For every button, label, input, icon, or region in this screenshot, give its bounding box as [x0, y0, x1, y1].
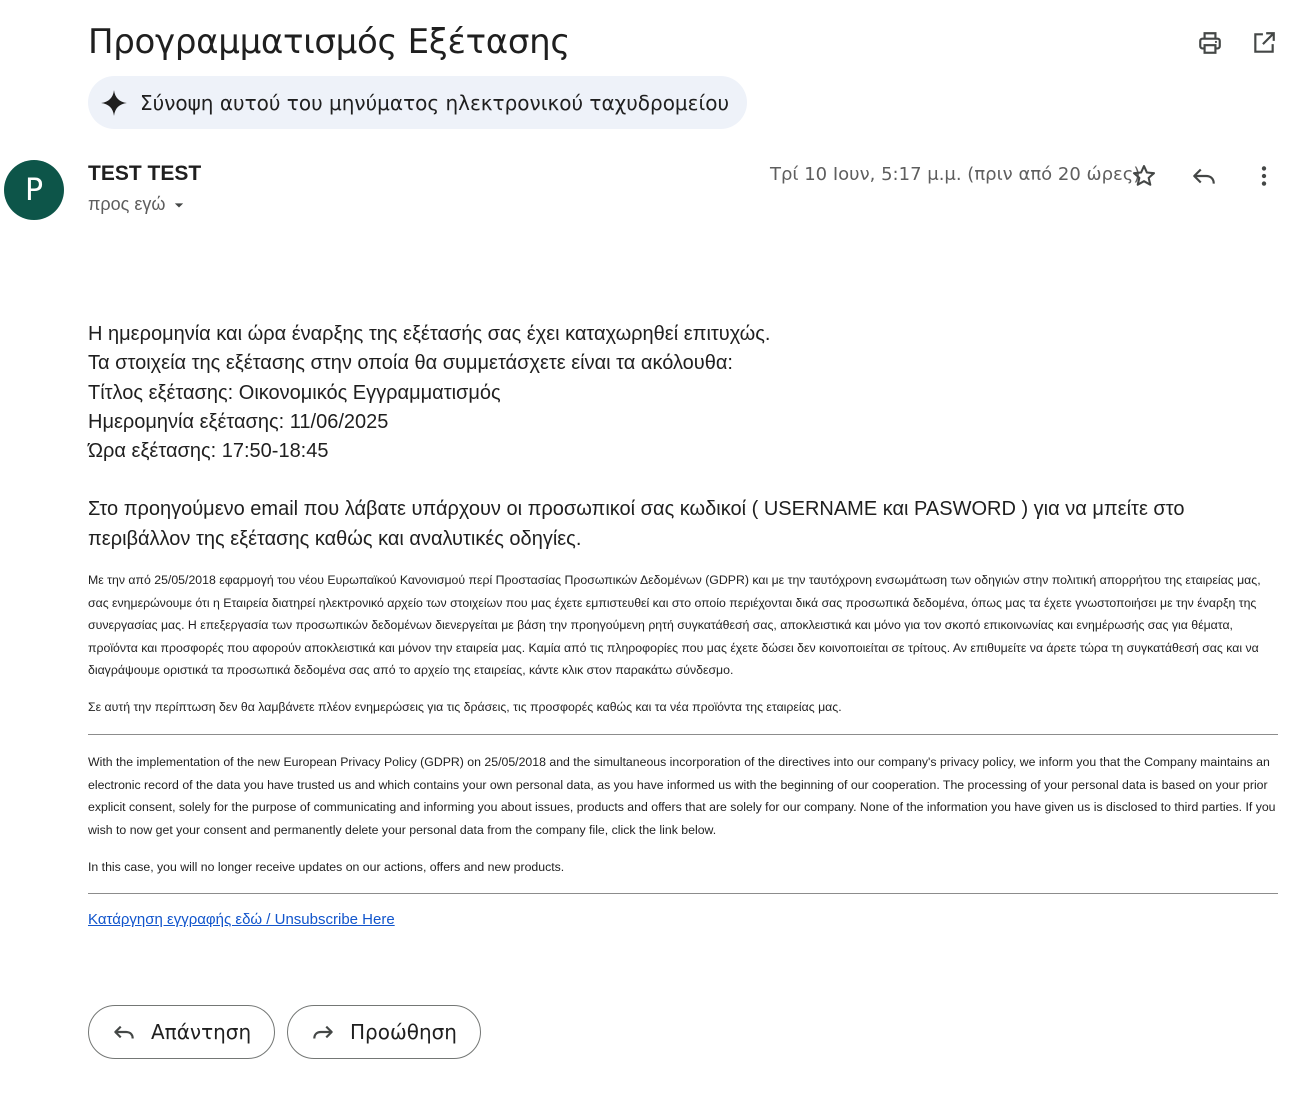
gdpr-greek-text: Με την από 25/05/2018 εφαρμογή του νέου Ευρωπαϊκού Κανονισμού περί Προστασίας Προσωπικών Δεδομένων (GDPR) και με την ταυτόχρονη ενσωμάτωση των οδηγιών στην πολιτική απορρήτου της εταιρείας μας, σας ενημερώνουμε ότι η Εταιρεία διατηρεί ηλεκτρονικό αρχείο των στοιχείων που μας έχετε εμπιστευθεί και στο οποίο περιέχονται δικά σας προσωπικά δεδομένα, όπως μας τα έχετε γνωστοποιήσει με την έναρξη της συνεργασίας μας. Η επεξεργασία των προσωπικών δεδομένων διενεργείται με βάση την προηγούμενη ρητή συγκατάθεσή σας, αποκλειστικά και μόνο για τον σκοπό επικοινωνίας και ενημέρωσής σας για θέματα, προϊόντα και προσφορές που αφορούν αποκλειστικά και μόνον την εταιρεία μας. Καμία από τις πληροφορίες που μας έχετε δώσει δεν κοινοποιείται σε τρίτους. Αν επιθυμείτε να άρετε τώρα τη συγκατάθεσή σας και να διαγράψουμε οριστικά τα προσωπικά δεδομένα σας από το αρχείο της εταιρείας, κάντε κλικ στον παρακάτω σύνδεσμο.: [88, 573, 1261, 677]
body-line: Τα στοιχεία της εξέτασης στην οποία θα συμμετάσχετε είναι τα ακόλουθα:: [88, 352, 733, 375]
divider: [88, 893, 1278, 894]
star-button[interactable]: [1124, 156, 1164, 196]
body-line: Η ημερομηνία και ώρα έναρξης της εξέτασής σας έχει καταχωρηθεί επιτυχώς.: [88, 323, 771, 345]
unsubscribe-link[interactable]: Κατάργηση εγγραφής εδώ / Unsubscribe Here: [88, 911, 395, 928]
email-subject: Προγραμματισμός Εξέτασης: [88, 22, 571, 62]
reply-icon-button[interactable]: [1184, 156, 1224, 196]
divider: [88, 734, 1278, 735]
reply-icon: [111, 1019, 137, 1045]
credentials-note: Στο προηγούμενο email που λάβατε υπάρχουν οι προσωπικοί σας κωδικοί ( USERNAME και PASWORD ) για να μπείτε στο περιβάλλον της εξέτασης καθώς και αναλυτικές οδηγίες.: [88, 498, 1185, 550]
summarize-label: Σύνοψη αυτού του μηνύματος ηλεκτρονικού ταχυδρομείου: [140, 90, 730, 115]
recipient-details-toggle[interactable]: [88, 194, 189, 215]
body-line: Τίτλος εξέτασης: Οικονομικός Εγγραμματισμός: [88, 381, 501, 404]
more-options-button[interactable]: [1244, 156, 1284, 196]
sparkle-icon: [100, 89, 128, 117]
summarize-email-button[interactable]: [88, 76, 747, 129]
reply-button[interactable]: [88, 1005, 275, 1059]
star-icon: [1131, 163, 1157, 189]
gdpr-english-note: In this case, you will no longer receive updates on our actions, offers and new products.: [88, 860, 565, 874]
sender-avatar[interactable]: P: [4, 160, 64, 220]
forward-button[interactable]: [287, 1005, 481, 1059]
reply-icon: [1191, 163, 1217, 189]
body-line: Ώρα εξέτασης: 17:50-18:45: [88, 440, 329, 463]
caret-down-icon: [169, 195, 189, 215]
forward-label: Προώθηση: [350, 1020, 457, 1044]
gdpr-greek-note: Σε αυτή την περίπτωση δεν θα λαμβάνετε πλέον ενημερώσεις για τις δράσεις, τις προσφορές καθώς και τα νέα προϊόντα της εταιρείας μας.: [88, 700, 842, 714]
forward-icon: [310, 1019, 336, 1045]
recipient-label: προς εγώ: [88, 194, 166, 214]
reply-label: Απάντηση: [151, 1020, 252, 1044]
print-icon: [1197, 30, 1223, 56]
email-date: Τρί 10 Ιουν, 5:17 μ.μ. (πριν από 20 ώρες): [770, 164, 1141, 185]
print-button[interactable]: [1190, 23, 1230, 63]
sender-name[interactable]: TEST TEST: [88, 162, 202, 185]
email-body-details: [88, 320, 1278, 466]
open-in-new-icon: [1251, 30, 1277, 56]
open-in-new-window-button[interactable]: [1244, 23, 1284, 63]
more-vert-icon: [1251, 163, 1277, 189]
body-line: Ημερομηνία εξέτασης: 11/06/2025: [88, 410, 389, 433]
gdpr-english-text: With the implementation of the new European Privacy Policy (GDPR) on 25/05/2018 and the simultaneous incorporation of the directives into our company's privacy policy, we inform you that the Company maintains an electronic record of the data you have trusted us and which contains your own personal data, as you have informed us with the beginning of our cooperation. The processing of your personal data is based on your prior explicit consent, solely for the purpose of communicating and informing you about issues, products and offers that are solely for our company. None of the information you have given us is disclosed to third parties. If you wish to now get your consent and permanently delete your personal data from the company file, click the link below.: [88, 755, 1276, 837]
